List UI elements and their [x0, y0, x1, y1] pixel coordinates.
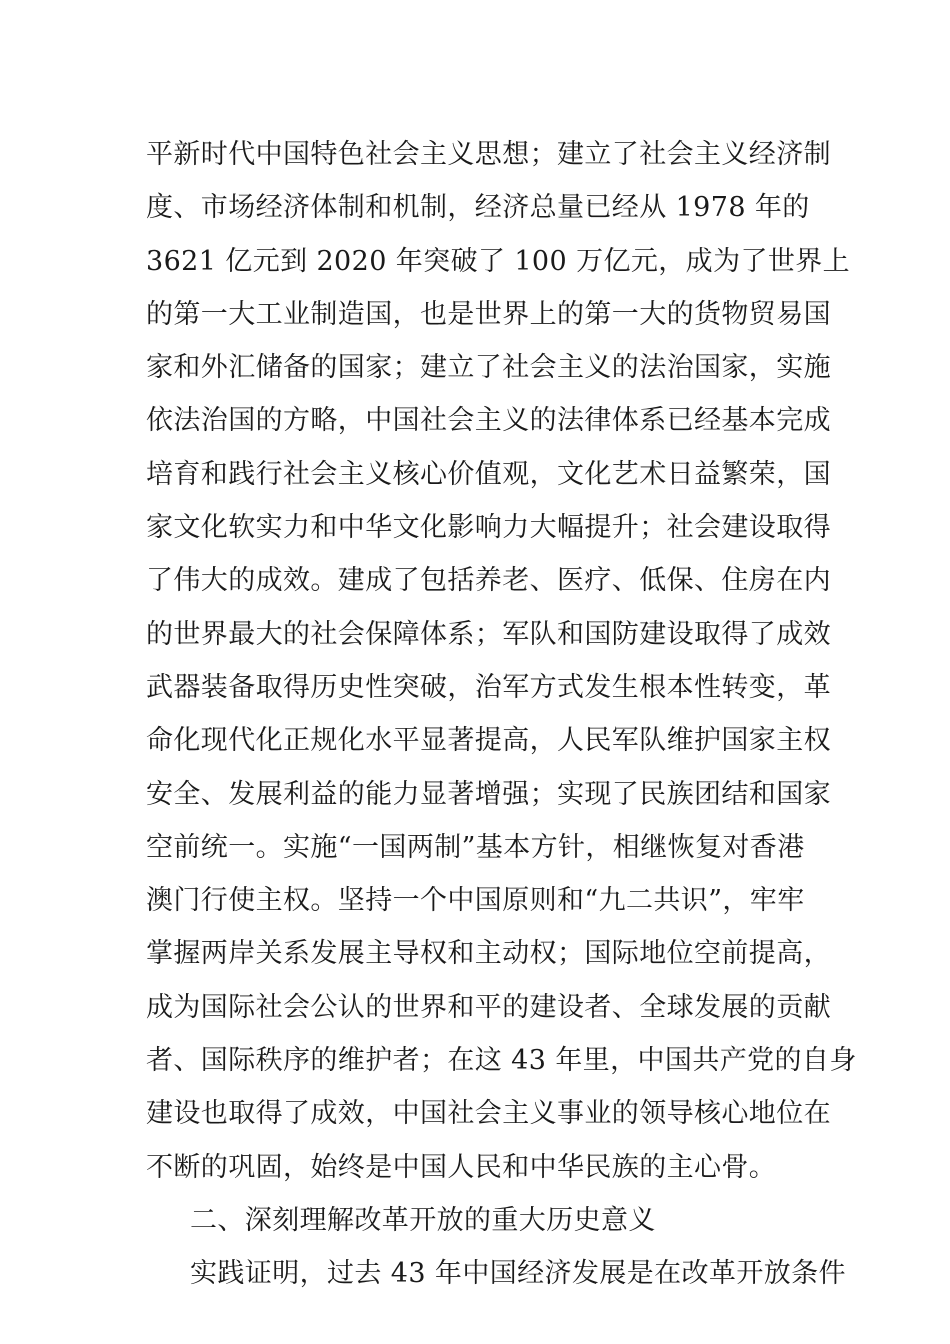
- section-heading: 二、深刻理解改革开放的重大历史意义: [190, 1204, 656, 1236]
- text-line: 的世界最大的社会保障体系；军队和国防建设取得了成效: [146, 618, 831, 650]
- text-line: 了伟大的成效。建成了包括养老、医疗、低保、住房在内: [146, 565, 831, 597]
- text-line: 安全、发展利益的能力显著增强；实现了民族团结和国家: [146, 778, 831, 810]
- text-line: 家文化软实力和中华文化影响力大幅提升；社会建设取得: [146, 512, 831, 544]
- text-line: 依法治国的方略，中国社会主义的法律体系已经基本完成: [146, 405, 831, 437]
- text-line: 不断的巩固，始终是中国人民和中华民族的主心骨。: [146, 1151, 777, 1183]
- text-line: 家和外汇储备的国家；建立了社会主义的法治国家，实施: [146, 352, 831, 384]
- paragraph-start-line: 实践证明，过去 43 年中国经济发展是在改革开放条件: [190, 1258, 846, 1290]
- text-line: 建设也取得了成效，中国社会主义事业的领导核心地位在: [146, 1098, 831, 1130]
- body-text: [146, 128, 857, 1301]
- text-line: 培育和践行社会主义核心价值观，文化艺术日益繁荣，国: [146, 458, 831, 490]
- text-line: 成为国际社会公认的世界和平的建设者、全球发展的贡献: [146, 991, 831, 1023]
- text-line: 命化现代化正规化水平显著提高，人民军队维护国家主权: [146, 725, 831, 757]
- text-line: 者、国际秩序的维护者；在这 43 年里，中国共产党的自身: [146, 1045, 857, 1077]
- text-line: 度、市场经济体制和机制，经济总量已经从 1978 年的: [146, 192, 810, 224]
- text-line: 澳门行使主权。坚持一个中国原则和“九二共识”，牢牢: [146, 885, 805, 917]
- text-line: 平新时代中国特色社会主义思想；建立了社会主义经济制: [146, 139, 831, 170]
- text-line: 空前统一。实施“一国两制”基本方针，相继恢复对香港: [146, 831, 805, 863]
- text-line: 3621 亿元到 2020 年突破了 100 万亿元，成为了世界上: [146, 245, 851, 277]
- text-line: 掌握两岸关系发展主导权和主动权；国际地位空前提高，: [146, 938, 831, 970]
- text-line: 武器装备取得历史性突破，治军方式发生根本性转变，革: [146, 671, 831, 703]
- text-line: 的第一大工业制造国，也是世界上的第一大的货物贸易国: [146, 298, 831, 330]
